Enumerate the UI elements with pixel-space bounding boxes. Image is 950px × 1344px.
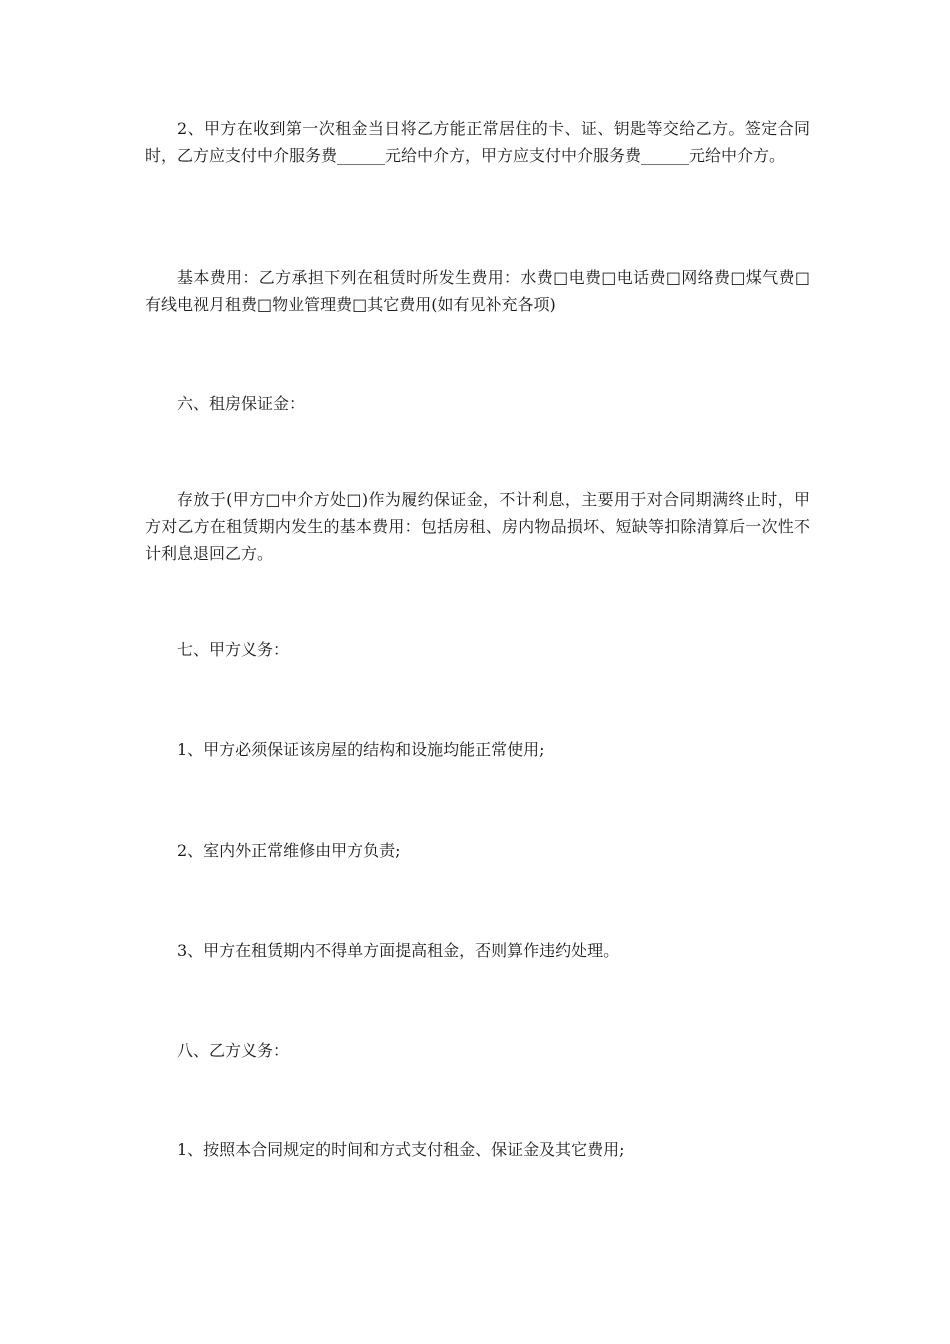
clause-party-a-duty-1: 1、甲方必须保证该房屋的结构和设施均能正常使用; (177, 740, 545, 759)
clause-handover-and-agency-fee: 2、甲方在收到第一次租金当日将乙方能正常居住的卡、证、钥匙等交给乙方。签定合同时，乙方应支付中介服务费______元给中介方，甲方应支付中介服务费______元给中介方。 (145, 119, 810, 165)
section-heading-party-b-duties: 八、乙方义务： (177, 1041, 290, 1060)
section-heading-deposit: 六、租房保证金： (177, 394, 306, 413)
clause-basic-expenses: 基本费用：乙方承担下列在租赁时所发生费用：水费□电费□电话费□网络费□煤气费□有线电视月租费□物业管理费□其它费用(如有见补充各项) (145, 268, 810, 314)
section-heading-party-a-duties: 七、甲方义务： (177, 640, 290, 659)
clause-deposit: 存放于(甲方□中介方处□)作为履约保证金，不计利息，主要用于对合同期满终止时，甲方对乙方在租赁期内发生的基本费用：包括房租、房内物品损坏、短缺等扣除清算后一次性不计利息退回乙方。 (145, 490, 810, 563)
clause-party-a-duty-3: 3、甲方在租赁期内不得单方面提高租金，否则算作违约处理。 (177, 941, 620, 960)
clause-party-b-duty-1: 1、按照本合同规定的时间和方式支付租金、保证金及其它费用; (177, 1140, 625, 1159)
clause-party-a-duty-2: 2、室内外正常维修由甲方负责; (177, 841, 401, 860)
